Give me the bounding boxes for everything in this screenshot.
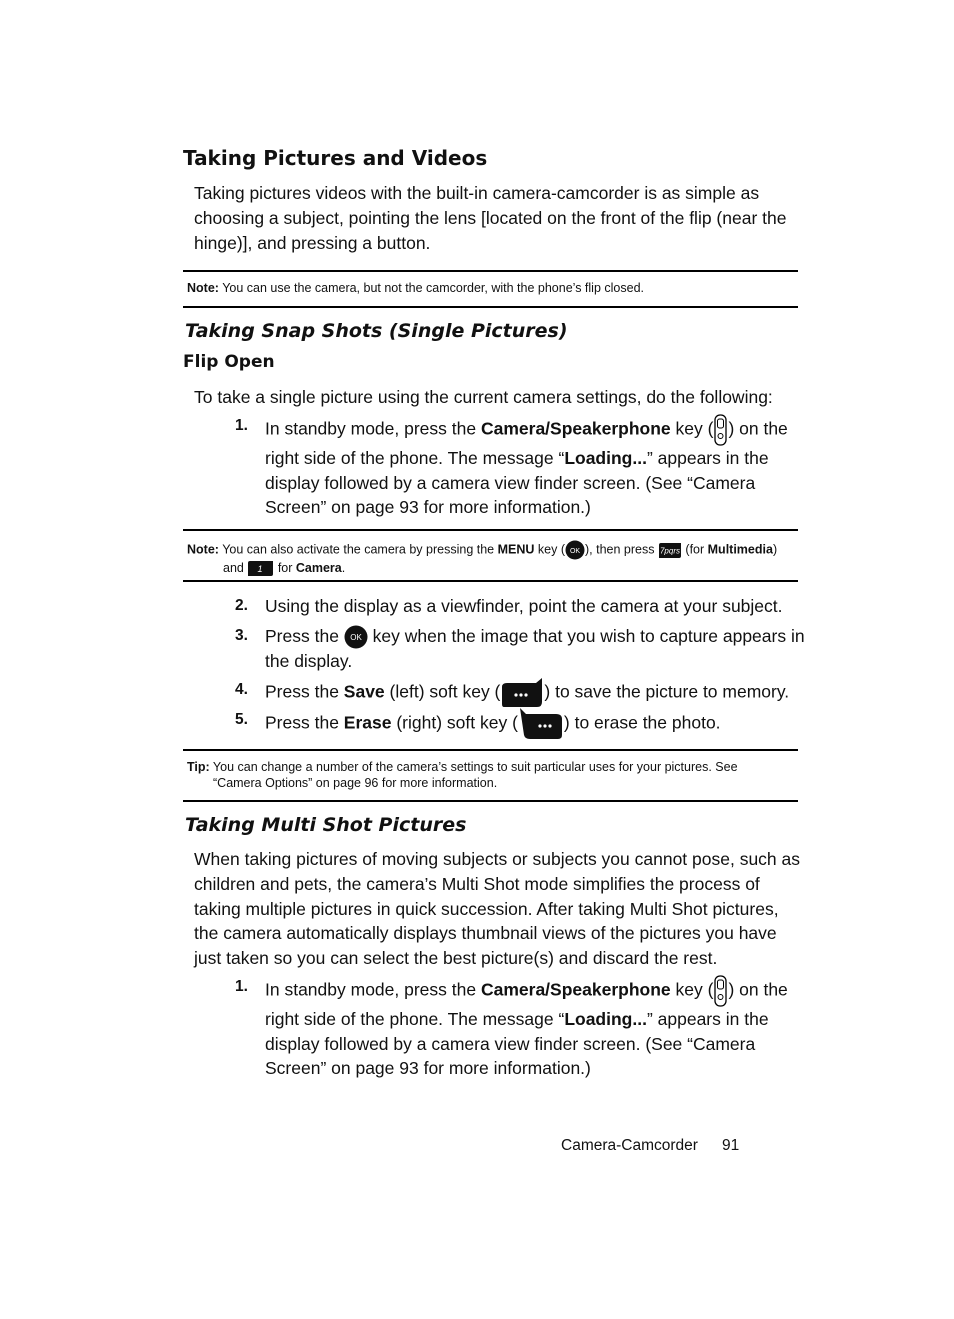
page-footer [561,1137,739,1155]
svg-text:OK: OK [350,633,362,643]
step-text: key ( [670,418,714,439]
left-soft-key-icon [500,678,544,708]
step-text: key ( [670,979,714,1000]
snap-intro: To take a single picture using the current camera settings, do the following: [194,387,773,407]
svg-text:7pqrs: 7pqrs [659,546,680,555]
step-text: Press the [265,681,344,702]
camera-key-icon [713,975,728,1007]
section-title: Taking Pictures and Videos [183,146,488,170]
note-text: and [223,560,248,575]
step-text: (right) soft key ( [391,712,518,733]
note-text: You can also activate the camera by pressing the [218,542,498,557]
page-number: 91 [721,1137,740,1154]
step-text: ) to erase the photo. [563,712,721,733]
key-1-icon [247,560,274,577]
step-number: 4. [235,681,248,698]
step-number: 1. [235,417,248,434]
multi-shot-heading: Taking Multi Shot Pictures [185,814,467,836]
tip-text: You can change a number of the camera’s settings to suit particular uses for your pictures. See [209,760,738,774]
step-text: Press the [265,712,344,733]
tip-text-2: “Camera Options” on page 96 for more information. [213,775,498,790]
step-text: In standby mode, press the [265,418,481,439]
step-number: 5. [235,711,248,728]
multi-step-1 [235,975,805,1081]
step-text: Using the display as a viewfinder, point the camera at your subject. [265,596,783,616]
step-text: Press the [265,626,344,646]
snap-shots-heading: Taking Snap Shots (Single Pictures) [185,320,568,342]
svg-text:1: 1 [257,564,263,574]
note-text: for [274,560,296,575]
step-text: ” appears in the display followed by a camera view finder screen. (See “Camera Screen” on page 93 for more information.) [265,448,769,517]
step-text: ) on the right side of the phone. The message “ [265,979,788,1029]
step-text: In standby mode, press the [265,979,481,1000]
loading-label: Loading... [564,1009,647,1029]
tip-label: Tip: [187,760,210,774]
camera-speakerphone-label: Camera/Speakerphone [480,418,671,439]
snap-step-1 [235,414,805,520]
snap-step-2 [235,594,805,619]
step-number: 1. [235,978,248,995]
step-number: 2. [235,597,248,614]
note-box-1 [183,270,798,308]
save-label: Save [343,681,385,702]
key-7-icon [658,542,682,559]
camera-key-icon [713,414,728,446]
note-text: ) [772,542,778,557]
note-text: (for [681,542,708,557]
ok-key-icon [344,625,368,649]
note-label: Note: [187,281,219,295]
ok-key-icon [565,540,585,560]
step-text: (left) soft key ( [384,681,501,702]
note-text: key ( [534,542,565,557]
note-label: Note: [187,542,219,557]
flip-open-subheading: Flip Open [183,352,275,372]
multimedia-label: Multimedia [707,542,773,557]
step-text: ” appears in the display followed by a camera view finder screen. (See “Camera Screen” on page 93 for more information.) [265,1009,769,1078]
tip-box [183,749,798,802]
snap-step-5 [235,708,805,740]
svg-text:OK: OK [569,548,581,555]
step-text: ) on the right side of the phone. The message “ [265,418,788,468]
loading-label: Loading... [564,448,647,468]
note-text: You can use the camera, but not the camcorder, with the phone’s flip closed. [222,281,644,295]
camera-label: Camera [295,560,342,575]
menu-label: MENU [497,542,535,557]
section-intro: Taking pictures videos with the built-in camera-camcorder is as simple as choosing a subject, pointing the lens [located on the front of the flip (near the hinge)], and pressing a button. [194,183,787,253]
note-text: . [341,560,346,575]
camera-speakerphone-label: Camera/Speakerphone [480,979,671,1000]
step-number: 3. [235,627,248,644]
step-text: ) to save the picture to memory. [544,681,790,702]
right-soft-key-icon [518,708,564,740]
footer-chapter: Camera-Camcorder [561,1137,698,1154]
erase-label: Erase [343,712,392,733]
snap-step-3 [235,624,805,674]
note-text: ), then press [584,542,658,557]
multi-intro: When taking pictures of moving subjects or subjects you cannot pose, such as children and pets, the camera’s Multi Shot mode simplifies the process of taking multiple pictures in quick succession. After taking Multi Shot pictures, the camera automatically displays thumbnail views of the pictures you have just taken so you can select the best picture(s) and discard the rest. [194,849,801,969]
step-text: key when the image that you wish to capture appears in the display. [265,626,805,672]
note-box-2 [183,529,798,582]
snap-step-4 [235,678,805,708]
